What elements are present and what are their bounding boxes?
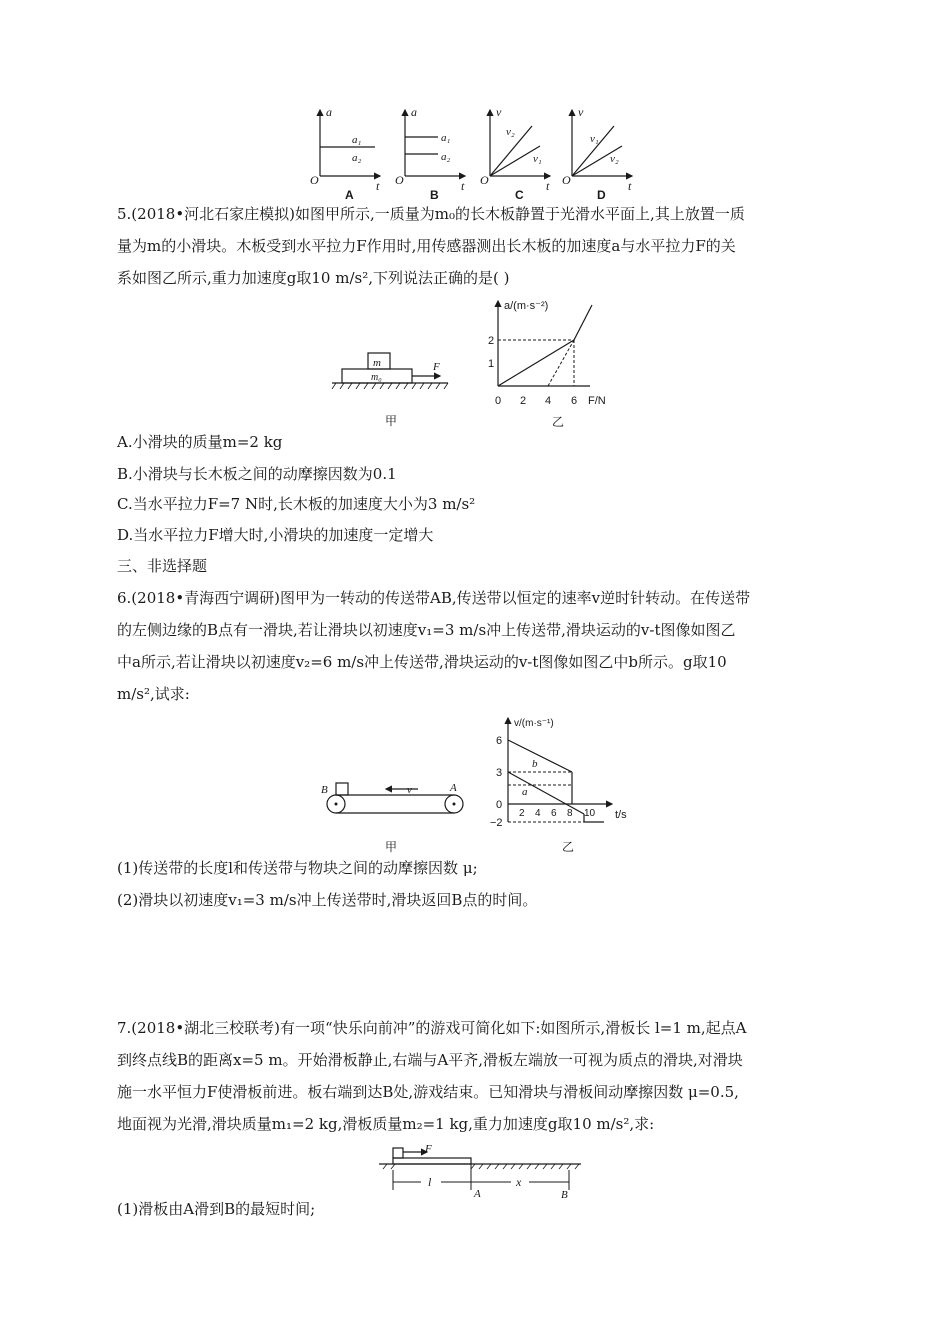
q5-force-label: F bbox=[433, 361, 440, 373]
q7-force-label: F bbox=[425, 1143, 432, 1155]
q6-line-2: 的左侧边缘的B点有一滑块,若让滑块以初速度v₁=3 m/s冲上传送带,滑块运动的v-t图像如图乙 bbox=[117, 621, 736, 639]
q5-yi-ytick-1: 1 bbox=[488, 358, 495, 370]
figure-graphs-abcd bbox=[300, 104, 660, 200]
graph-c-label-1: v₂ bbox=[506, 126, 515, 138]
graph-a-xlabel: t bbox=[376, 179, 380, 193]
graph-b-xlabel: t bbox=[461, 179, 465, 193]
graph-b-label-2: a₂ bbox=[441, 151, 451, 163]
graph-a bbox=[310, 105, 380, 200]
q6-velocity-label: v bbox=[407, 784, 412, 796]
q5-figure-jia bbox=[330, 345, 460, 430]
graph-b-label-1: a₁ bbox=[441, 132, 451, 144]
q6-line-4: m/s²,试求: bbox=[117, 685, 190, 703]
q6-jia-caption: 甲 bbox=[385, 840, 398, 854]
graph-a-letter: A bbox=[345, 188, 354, 200]
graph-d-label-2: v₂ bbox=[610, 153, 619, 165]
q5-figure-yi bbox=[480, 295, 630, 435]
q6-figure-yi bbox=[484, 712, 644, 856]
q6-yi-xtick-10: 10 bbox=[584, 808, 596, 819]
q6-curve-a-label: a bbox=[522, 786, 528, 798]
q5-line-1: 5.(2018•河北石家庄模拟)如图甲所示,一质量为m₀的长木板静置于光滑水平面上,其上放置一质 bbox=[117, 205, 745, 223]
q7-line-1: 7.(2018•湖北三校联考)有一项“快乐向前冲”的游戏可简化如下:如图所示,滑板长 l=1 m,起点A bbox=[117, 1019, 747, 1037]
q5-yi-ylabel: a/(m·s⁻²) bbox=[504, 300, 549, 312]
q6-yi-xtick-6: 6 bbox=[551, 808, 557, 819]
q5-yi-xtick-4: 4 bbox=[545, 395, 552, 407]
q5-yi-ytick-2: 2 bbox=[488, 335, 495, 347]
graph-c-origin: O bbox=[480, 173, 489, 187]
q7-figure bbox=[375, 1140, 585, 1200]
graph-d-label-1: v₁ bbox=[590, 133, 599, 145]
q6-point-b: B bbox=[321, 784, 328, 796]
q7-sub-1: (1)滑板由A滑到B的最短时间; bbox=[117, 1200, 316, 1218]
q5-line-2: 量为m的小滑块。木板受到水平拉力F作用时,用传感器测出长木板的加速度a与水平拉力F的关 bbox=[117, 237, 736, 255]
q7-length-label: l bbox=[428, 1175, 432, 1189]
q5-line-fit bbox=[498, 340, 574, 386]
q6-curve-b-label: b bbox=[532, 758, 538, 770]
q7-line-2: 到终点线B的距离x=5 m。开始滑板静止,右端与A平齐,滑板左端放一可视为质点的滑块,对滑块 bbox=[117, 1051, 743, 1069]
q6-sub-2: (2)滑块以初速度v₁=3 m/s冲上传送带时,滑块返回B点的时间。 bbox=[117, 891, 538, 909]
q6-yi-ytick-neg2: −2 bbox=[490, 817, 503, 829]
graph-c-ylabel: v bbox=[496, 105, 502, 119]
q6-yi-xtick-8: 8 bbox=[567, 808, 573, 819]
graph-d bbox=[562, 105, 632, 200]
q6-yi-xlabel: t/s bbox=[615, 809, 627, 821]
q6-sub-1: (1)传送带的长度l和传送带与物块之间的动摩擦因数 μ; bbox=[117, 859, 478, 877]
q5-option-a: A.小滑块的质量m=2 kg bbox=[117, 433, 283, 451]
graph-b bbox=[395, 105, 465, 200]
q5-block-bottom-label: m₀ bbox=[371, 372, 382, 383]
graph-c-label-2: v₁ bbox=[533, 153, 542, 165]
graph-a-ylabel: a bbox=[326, 105, 332, 119]
graph-a-label-1: a₁ bbox=[352, 134, 362, 146]
graph-a-origin: O bbox=[310, 173, 319, 187]
q6-line-1: 6.(2018•青海西宁调研)图甲为一转动的传送带AB,传送带以恒定的速率v逆时针转动。在传送带 bbox=[117, 589, 751, 607]
q6-line-3: 中a所示,若让滑块以初速度v₂=6 m/s冲上传送带,滑块运动的v-t图像如图乙中b所示。g取10 bbox=[117, 653, 727, 671]
q5-yi-xtick-2: 2 bbox=[520, 395, 527, 407]
q7-end-label: B bbox=[561, 1189, 568, 1200]
q6-yi-ytick-0: 0 bbox=[496, 799, 503, 811]
graph-d-origin: O bbox=[562, 173, 571, 187]
graph-d-ylabel: v bbox=[578, 105, 584, 119]
q5-option-b: B.小滑块与长木板之间的动摩擦因数为0.1 bbox=[117, 465, 397, 483]
q5-yi-xtick-6: 6 bbox=[571, 395, 578, 407]
q7-line-4: 地面视为光滑,滑块质量m₁=2 kg,滑板质量m₂=1 kg,重力加速度g取10 m/s²,求: bbox=[117, 1115, 655, 1133]
graph-a-label-2: a₂ bbox=[352, 152, 362, 164]
q6-yi-ylabel: v/(m·s⁻¹) bbox=[514, 718, 554, 729]
graph-d-xlabel: t bbox=[628, 179, 632, 193]
q5-jia-caption: 甲 bbox=[385, 414, 398, 428]
graph-b-origin: O bbox=[395, 173, 404, 187]
q5-option-d: D.当水平拉力F增大时,小滑块的加速度一定增大 bbox=[117, 526, 434, 544]
q6-yi-caption: 乙 bbox=[562, 840, 575, 854]
q6-yi-ytick-6: 6 bbox=[496, 735, 503, 747]
section-title: 三、非选择题 bbox=[117, 557, 208, 575]
q5-yi-xlabel: F/N bbox=[588, 395, 606, 407]
graph-b-letter: B bbox=[430, 188, 439, 200]
graph-c-xlabel: t bbox=[546, 179, 550, 193]
q6-yi-xtick-2: 2 bbox=[519, 808, 525, 819]
q5-option-c: C.当水平拉力F=7 N时,长木板的加速度大小为3 m/s² bbox=[117, 495, 476, 513]
q6-yi-xtick-4: 4 bbox=[535, 808, 541, 819]
graph-c bbox=[480, 105, 550, 200]
q5-block-top-label: m bbox=[373, 357, 381, 369]
graph-d-letter: D bbox=[597, 188, 606, 200]
q5-yi-xtick-0: 0 bbox=[495, 395, 502, 407]
q6-point-a: A bbox=[450, 782, 457, 794]
graph-b-ylabel: a bbox=[411, 105, 417, 119]
graph-c-letter: C bbox=[515, 188, 524, 200]
q5-yi-caption: 乙 bbox=[552, 415, 565, 429]
q5-line-3: 系如图乙所示,重力加速度g取10 m/s²,下列说法正确的是( ) bbox=[117, 269, 510, 287]
q6-figure-jia bbox=[318, 775, 468, 855]
q6-yi-ytick-3: 3 bbox=[496, 767, 503, 779]
q7-distance-label: x bbox=[516, 1175, 522, 1189]
q7-start-label: A bbox=[474, 1188, 481, 1200]
q7-line-3: 施一水平恒力F使滑板前进。板右端到达B处,游戏结束。已知滑块与滑板间动摩擦因数 μ=0.5, bbox=[117, 1083, 739, 1101]
